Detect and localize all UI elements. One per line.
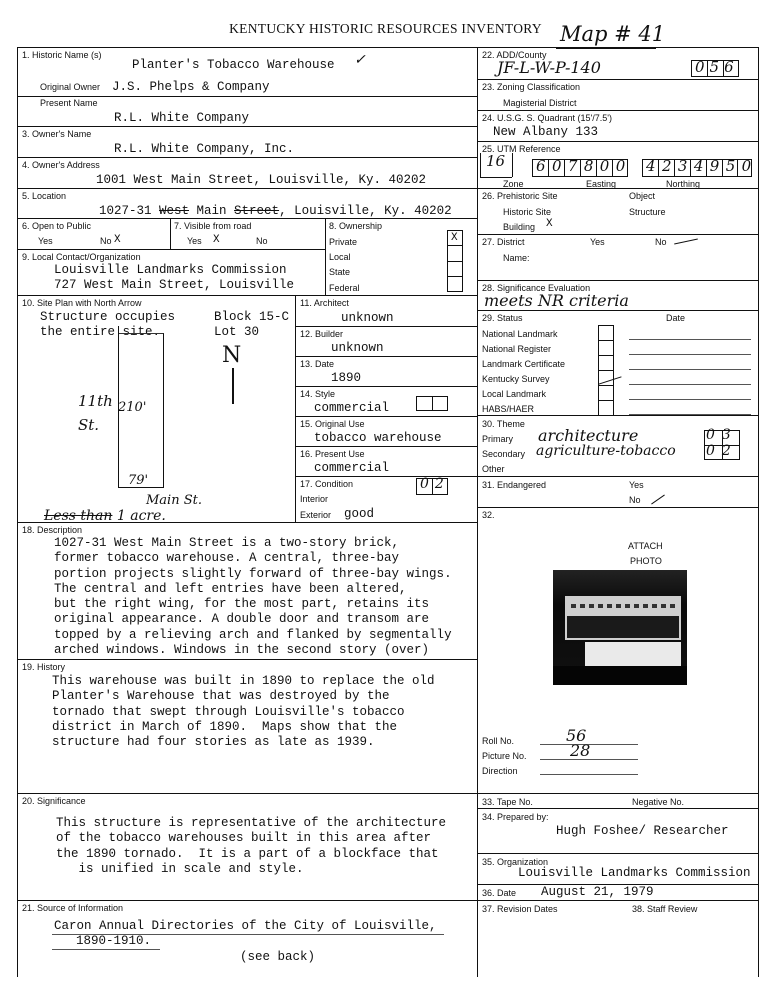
status-national-register: National Register [482,344,552,354]
row-line [295,326,477,327]
condition-label: 17. Condition [300,479,354,489]
description-line: arched windows. Windows in the second story (over) [54,643,430,658]
theme-label: 30. Theme [482,419,525,429]
row-line [17,157,477,158]
utm-zone-value: 16 [486,152,506,170]
condition-interior-label: Interior [300,494,329,504]
object-label: Object [629,191,656,201]
form-top-border [17,47,758,48]
significance-line: the 1890 tornado. It is a part of a blockface that [56,846,439,861]
street-label-st: St. [78,416,100,434]
row-line [477,141,758,142]
zoning-label: 23. Zoning Classification [482,82,581,92]
endangered-label: 31. Endangered [482,480,547,490]
site-plan-note-line1: Structure occupies [40,310,176,324]
col-line [170,218,171,249]
status-habs-haer: HABS/HAER [482,404,535,414]
historic-site-label: Historic Site [503,207,552,217]
site-plan-block: Block 15-C [214,310,290,324]
utm-easting-value: 607800 [536,157,632,175]
row-line [477,415,758,416]
source-line1[interactable]: Caron Annual Directories of the City of Louisville, [54,919,437,933]
description-label: 18. Description [22,525,83,535]
original-use-value[interactable]: tobacco warehouse [314,431,442,445]
site-plan-label: 10. Site Plan with North Arrow [22,298,142,308]
building-mark[interactable]: X [546,218,553,230]
description-line: The central and left entries have been altered, [54,581,407,596]
add-county-label: 22. ADD/County [482,50,547,60]
open-no-mark[interactable]: X [114,234,121,246]
map-number-underline [556,48,656,49]
condition-exterior-label: Exterior [300,510,332,520]
ownership-label: 8. Ownership [329,221,383,231]
historic-name-label: 1. Historic Name (s) [22,50,102,60]
history-line: Planter's Warehouse that was destroyed by the [52,689,390,704]
description-line: but the right wing, for the most part, retains its [54,597,430,612]
row-line [17,126,477,127]
see-back-note: (see back) [240,950,316,964]
source-line2[interactable]: 1890-1910. [76,934,152,948]
form-title: KENTUCKY HISTORIC RESOURCES INVENTORY [229,21,542,36]
building-label: Building [503,222,536,232]
code-box-divider [432,396,433,411]
owners-address-value[interactable]: 1001 West Main Street, Louisville, Ky. 40202 [96,173,427,187]
history-line: district in March of 1890. Maps show that the [52,719,398,734]
row-line [477,110,758,111]
local-contact-line2[interactable]: 727 West Main Street, Louisville [54,278,295,292]
present-name-label: Present Name [40,98,98,108]
site-plan-lot: Lot 30 [214,325,260,339]
location-strike-street: Street [234,204,280,218]
district-label: 27. District [482,237,525,247]
north-arrow-icon [232,368,234,404]
history-line: This warehouse was built in 1890 to replace the old [52,674,435,688]
district-no-label: No [655,237,667,247]
roll-number-value[interactable]: 56 [566,726,587,745]
theme-primary-code: 03 [706,427,738,443]
original-owner-label: Original Owner [40,82,101,92]
location-value[interactable] [99,204,452,218]
significance-label: 20. Significance [22,796,86,806]
acreage-prefix: Less than [44,508,113,524]
staff-review-label: 38. Staff Review [632,904,698,914]
magisterial-district-label: Magisterial District [503,98,577,108]
theme-primary-label: Primary [482,434,513,444]
architect-label: 11. Architect [300,298,349,308]
add-county-value[interactable]: JF-L-W-P-140 [497,58,601,77]
status-local-landmark: Local Landmark [482,389,547,399]
significance-evaluation-value[interactable]: meets NR criteria [484,291,629,310]
local-contact-label: 9. Local Contact/Organization [22,252,141,262]
revision-dates-label: 37. Revision Dates [482,904,558,914]
endangered-yes-label: Yes [629,480,644,490]
checkbox-divider [447,261,463,262]
site-plan-front-dimension: 79' [128,473,149,488]
present-use-label: 16. Present Use [300,449,365,459]
location-part-c: , Louisville, Ky. 40202 [279,204,452,218]
description-line: topped by a relieving arch and flanked by segmentally [54,627,452,642]
attached-building-photo [553,570,687,685]
present-use-value[interactable]: commercial [314,461,390,475]
column-divider [477,47,478,977]
negative-number-label: Negative No. [632,797,685,807]
checkbox-divider [447,276,463,277]
usgs-quadrant-label: 24. U.S.G. S. Quadrant (15'/7.5') [482,113,612,123]
checkbox-divider [447,245,463,246]
organization-label: 35. Organization [482,857,549,867]
utm-reference-label: 25. UTM Reference [482,144,561,154]
row-line [17,295,477,296]
status-landmark-certificate: Landmark Certificate [482,359,566,369]
source-underline [52,949,160,950]
visible-yes-mark[interactable]: X [213,234,220,246]
utm-northing-value: 4234950 [646,157,758,175]
row-line [477,793,758,794]
county-code: 056 [695,58,739,76]
significance-text [56,816,446,877]
significance-line: This structure is representative of the architecture [56,816,447,830]
architect-value[interactable]: unknown [341,311,394,325]
row-line [17,188,477,189]
north-arrow-letter: N [222,343,242,368]
open-no-label: No [100,236,112,246]
row-line [477,79,758,80]
owners-name-value[interactable]: R.L. White Company, Inc. [114,142,295,156]
usgs-quadrant-value[interactable]: New Albany 133 [493,125,599,139]
col-line [325,218,326,295]
row-line [295,446,477,447]
description-line: portion projects slightly forward of three-bay wings. [54,566,452,581]
acreage-suffix: 1 acre. [116,508,166,524]
original-owner-value[interactable]: J.S. Phelps & Company [112,80,270,94]
prepared-date-label: 36. Date [482,888,517,898]
col-line [295,295,296,522]
form-right-border [758,47,759,977]
row-line [477,280,758,281]
map-number-handwritten: Map # 41 [560,22,666,46]
row-line [477,808,758,809]
status-date-label: Date [666,313,686,323]
ownership-federal-label: Federal [329,283,360,293]
theme-secondary-code: 02 [706,443,738,459]
source-label: 21. Source of Information [22,903,124,913]
description-line: former tobacco warehouse. A central, three-bay [54,551,400,566]
date-value[interactable]: 1890 [331,371,362,385]
tape-number-label: 33. Tape No. [482,797,533,807]
structure-label: Structure [629,207,666,217]
owners-address-label: 4. Owner's Address [22,160,100,170]
prepared-by-value[interactable]: Hugh Foshee/ Researcher [556,824,729,838]
visible-from-road-label: 7. Visible from road [174,221,252,231]
form-left-border [17,47,18,977]
historic-name-checkmark: ✓ [354,52,366,68]
theme-other-label: Other [482,464,505,474]
location-strike-west: West [159,204,190,218]
prehistoric-site-label: 26. Prehistoric Site [482,191,558,201]
theme-secondary-label: Secondary [482,449,526,459]
open-to-public-label: 6. Open to Public [22,221,92,231]
open-yes-label: Yes [38,236,53,246]
row-line [477,900,758,901]
location-label: 5. Location [22,191,67,201]
present-name-value[interactable]: R.L. White Company [114,111,250,125]
row-line [17,900,477,901]
roll-number-label: Roll No. [482,736,515,746]
prepared-by-label: 34. Prepared by: [482,812,549,822]
location-part-b: Main [189,204,235,218]
description-line: original appearance. A double door and transom are [54,612,430,627]
date-label: 13. Date [300,359,335,369]
direction-label: Direction [482,766,518,776]
significance-line: is unified in scale and style. [56,861,304,876]
prepared-date-value[interactable]: August 21, 1979 [541,885,654,899]
builder-label: 12. Builder [300,329,344,339]
history-text [52,674,435,750]
description-text [54,536,452,658]
site-acreage-handwritten [44,508,166,524]
theme-secondary-value[interactable]: agriculture-tobacco [536,443,676,459]
endangered-no-checkmark [651,495,665,505]
builder-value[interactable]: unknown [331,341,384,355]
status-kentucky-survey: Kentucky Survey [482,374,550,384]
row-line [17,249,325,250]
visible-yes-label: Yes [187,236,202,246]
theme-primary-value[interactable]: architecture [538,426,639,445]
district-yes-label: Yes [590,237,605,247]
status-label: 29. Status [482,313,523,323]
attach-photo-line2: PHOTO [630,556,662,566]
row-line [17,793,477,794]
ownership-private-mark: X [451,232,458,244]
photo-section-label: 32. [482,510,495,520]
history-line: structure had four stories as late as 1939. [52,735,375,750]
condition-exterior-value[interactable]: good [344,507,375,521]
utm-zone-label: Zone [503,179,524,189]
condition-code: 02 [420,476,450,492]
history-line: tornado that swept through Louisville's tobacco [52,704,405,719]
organization-value[interactable]: Louisville Landmarks Commission [518,866,751,880]
row-line [17,659,477,660]
local-contact-line1[interactable]: Louisville Landmarks Commission [54,263,287,277]
history-label: 19. History [22,662,66,672]
row-line [17,96,477,97]
street-label-11th: 11th [78,392,113,410]
row-line [295,356,477,357]
utm-easting-label: Easting [586,179,617,189]
row-line [477,310,758,311]
row-line [295,386,477,387]
original-use-label: 15. Original Use [300,419,365,429]
attach-photo-line1: ATTACH [628,541,663,551]
significance-evaluation-label: 28. Significance Evaluation [482,283,591,293]
row-line [17,218,477,219]
row-line [477,507,758,508]
visible-no-label: No [256,236,268,246]
status-national-landmark: National Landmark [482,329,558,339]
district-no-checkmark [674,239,698,245]
ownership-private-label: Private [329,237,358,247]
ownership-local-label: Local [329,252,351,262]
site-plan-note-line2: the entire site. [40,325,161,339]
significance-line: of the tobacco warehouses built in this area after [56,831,432,846]
location-part-a: 1027-31 [99,204,160,218]
ownership-state-label: State [329,267,351,277]
owners-name-label: 3. Owner's Name [22,129,92,139]
style-value[interactable]: commercial [314,401,390,415]
row-line [477,853,758,854]
row-line [477,234,758,235]
description-line: 1027-31 West Main Street is a two-story brick, [54,536,400,550]
picture-number-label: Picture No. [482,751,527,761]
district-name-label: Name: [503,253,530,263]
style-label: 14. Style [300,389,336,399]
main-street-label: Main St. [146,493,202,508]
historic-name-value[interactable]: Planter's Tobacco Warehouse [132,58,335,72]
row-line [477,476,758,477]
site-plan-side-dimension: 210' [118,400,147,415]
utm-northing-label: Northing [666,179,701,189]
row-line [295,416,477,417]
endangered-no-label: No [629,495,641,505]
picture-number-value[interactable]: 28 [570,741,591,760]
